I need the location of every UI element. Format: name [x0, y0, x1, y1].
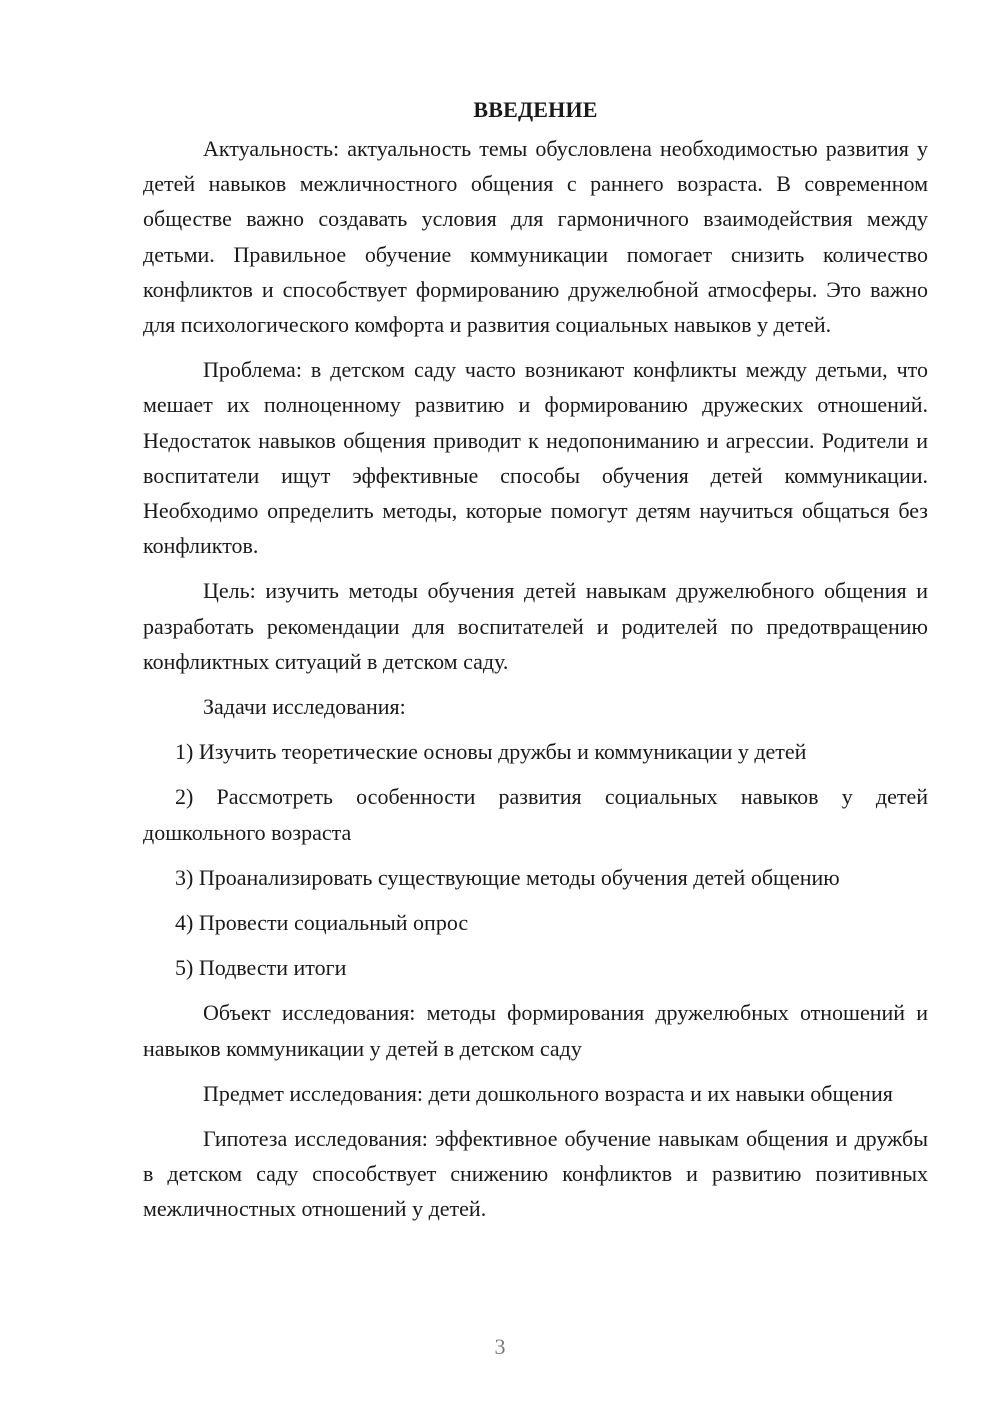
page-number: 3 [494, 1334, 506, 1359]
task-item: 3) Проанализировать существующие методы обучения детей общению [175, 864, 840, 890]
paragraph-problem: Проблема: в детском саду часто возникают конфликты между детьми, что мешает их полноценному развитию и формированию дружеских отношений. Недостаток навыков общения приводит к недопониманию и агрессии. Родители и воспитатели ищут эффективные способы обучения детей коммуникации. Необходимо определить методы, которые помогут детям научиться общаться без конфликтов. [143, 357, 928, 559]
paragraph-relevance: Актуальность: актуальность темы обусловлена необходимостью развития у детей навыков межличностного общения с раннего возраста. В современном обществе важно создавать условия для гармоничного взаимодействия между детьми. Правильное обучение коммуникации помогает снизить количество конфликтов и способствует формированию дружелюбной атмосферы. Это важно для психологического комфорта и развития социальных навыков у детей. [143, 136, 928, 338]
paragraph-hypothesis: Гипотеза исследования: эффективное обучение навыкам общения и дружбы в детском саду способствует снижению конфликтов и развитию позитивных межличностных отношений у детей. [143, 1126, 928, 1222]
paragraph-object: Объект исследования: методы формирования дружелюбных отношений и навыков коммуникации у детей в детском саду [143, 1000, 928, 1061]
section-title: ВВЕДЕНИЕ [473, 97, 598, 122]
task-item: 2) Рассмотреть особенности развития социальных навыков у детей дошкольного возраста [143, 784, 928, 845]
task-item: 5) Подвести итоги [175, 955, 347, 981]
task-item: 1) Изучить теоретические основы дружбы и коммуникации у детей [175, 739, 807, 765]
paragraph-goal: Цель: изучить методы обучения детей навыкам дружелюбного общения и разработать рекомендации для воспитателей и родителей по предотвращению конфликтных ситуаций в детском саду. [143, 578, 928, 674]
paragraph-subject: Предмет исследования: дети дошкольного возраста и их навыки общения [203, 1080, 893, 1106]
task-item: 4) Провести социальный опрос [175, 910, 469, 936]
tasks-heading: Задачи исследования: [203, 694, 406, 720]
page-content [143, 92, 928, 1227]
